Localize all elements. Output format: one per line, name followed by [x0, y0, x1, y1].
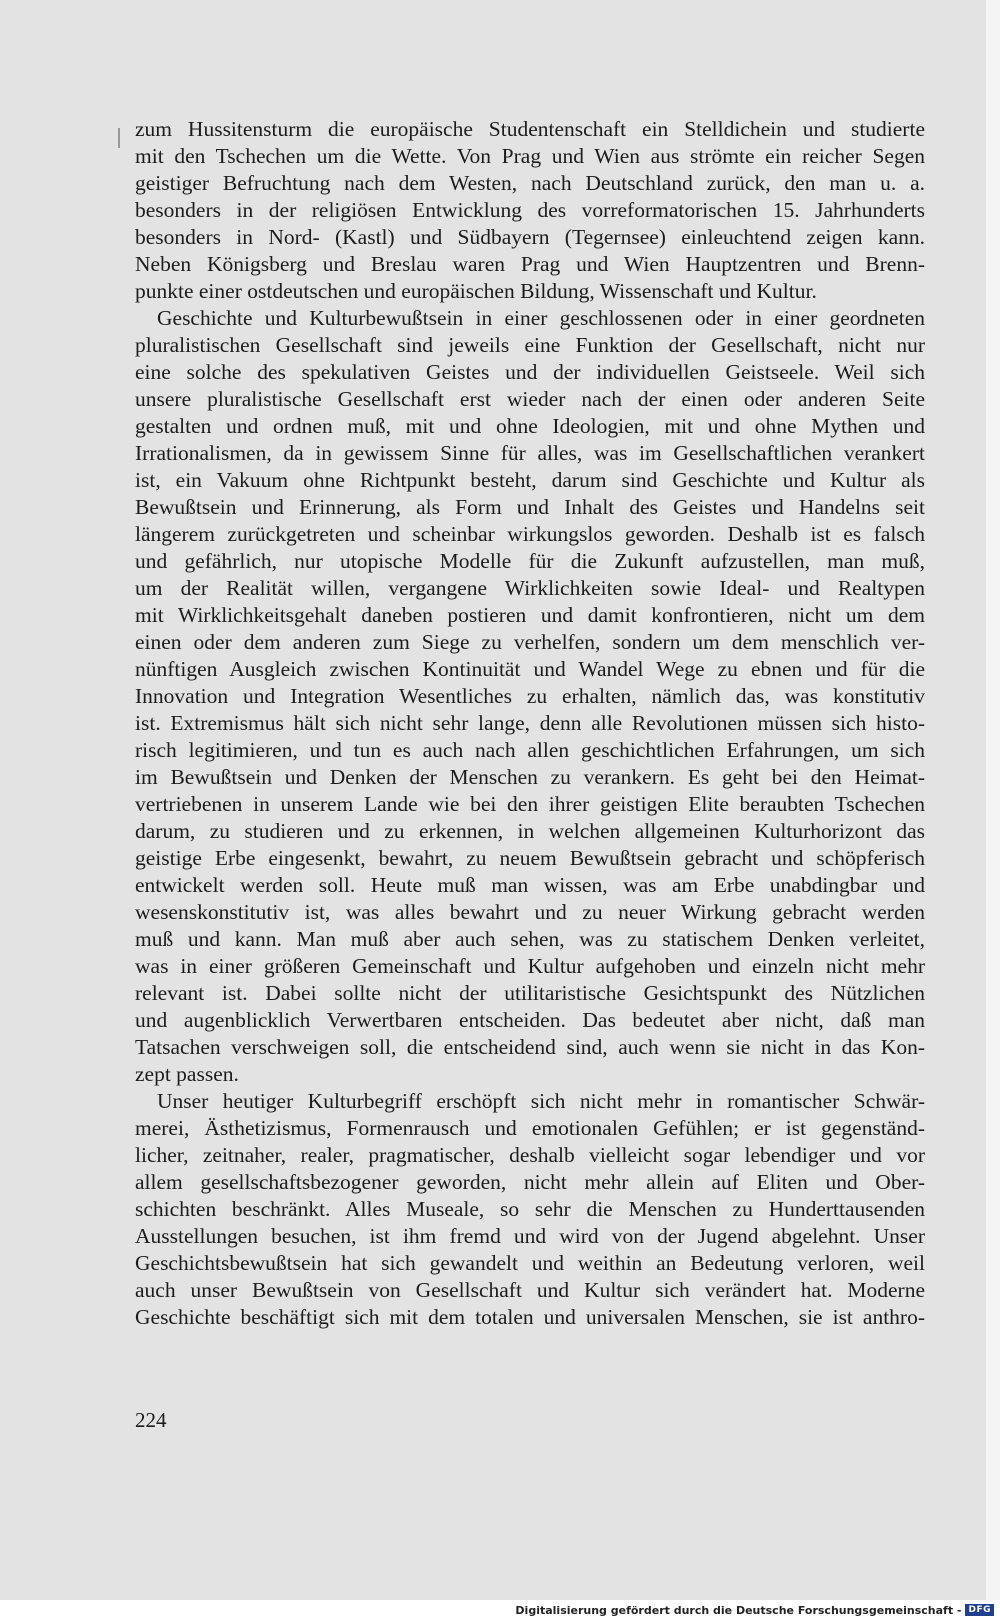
text-line: pluralistischen Gesellschaft sind jeweils eine Funktion der Gesellschaft, nicht nur	[135, 333, 925, 357]
text-line: einen oder dem anderen zum Siege zu verhelfen, sondern um dem menschlich ver-	[135, 630, 925, 654]
scan-edge	[986, 0, 1000, 1600]
text-line: ist, ein Vakuum ohne Richtpunkt besteht, darum sind Geschichte und Kultur als	[135, 468, 925, 492]
text-line: zum Hussitensturm die europäische Studentenschaft ein Stelldichein und studierte	[135, 117, 925, 141]
margin-mark	[118, 128, 120, 148]
text-line: nünftigen Ausgleich zwischen Kontinuität und Wandel Wege zu ebnen und für die	[135, 657, 925, 681]
text-line: gestalten und ordnen muß, mit und ohne Ideologien, mit und ohne Mythen und	[135, 414, 925, 438]
text-line: schichten beschränkt. Alles Museale, so sehr die Menschen zu Hunderttausenden	[135, 1197, 925, 1221]
text-line: mit Wirklichkeitsgehalt daneben postieren und damit konfrontieren, nicht um dem	[135, 603, 925, 627]
text-line: wesenskonstitutiv ist, was alles bewahrt und zu neuer Wirkung gebracht werden	[135, 900, 925, 924]
text-line: punkte einer ostdeutschen und europäischen Bildung, Wissenschaft und Kultur.	[135, 279, 817, 303]
page-number: 224	[135, 1408, 167, 1432]
text-line: entwickelt werden soll. Heute muß man wissen, was am Erbe unabdingbar und	[135, 873, 925, 897]
text-line: besonders in der religiösen Entwicklung des vorreformatorischen 15. Jahrhunderts	[135, 198, 925, 222]
text-line: eine solche des spekulativen Geistes und der individuellen Geistseele. Weil sich	[135, 360, 925, 384]
text-line: geistiger Befruchtung nach dem Westen, nach Deutschland zurück, den man u. a.	[135, 171, 925, 195]
text-line: und gefährlich, nur utopische Modelle für die Zukunft aufzustellen, man muß,	[135, 549, 925, 573]
text-line: merei, Ästhetizismus, Formenrausch und emotionalen Gefühlen; er ist gegenständ-	[135, 1116, 925, 1140]
text-line: Innovation und Integration Wesentliches zu erhalten, nämlich das, was konstitutiv	[135, 684, 925, 708]
text-line: Neben Königsberg und Breslau waren Prag und Wien Hauptzentren und Brenn-	[135, 252, 925, 276]
text-line: muß und kann. Man muß aber auch sehen, was zu statischem Denken verleitet,	[135, 927, 925, 951]
text-line: allem gesellschaftsbezogener geworden, nicht mehr allein auf Eliten und Ober-	[135, 1170, 925, 1194]
footer-text: Digitalisierung gefördert durch die Deutsche Forschungsgemeinschaft -	[515, 1603, 962, 1617]
text-line: licher, zeitnaher, realer, pragmatischer, deshalb vielleicht sogar lebendiger und vor	[135, 1143, 925, 1167]
text-line: vertriebenen in unserem Lande wie bei den ihrer geistigen Elite beraubten Tschechen	[135, 792, 925, 816]
body-text	[135, 116, 925, 1331]
text-line: um der Realität willen, vergangene Wirklichkeiten sowie Ideal- und Realtypen	[135, 576, 925, 600]
text-line: geistige Erbe eingesenkt, bewahrt, zu neuem Bewußtsein gebracht und schöpferisch	[135, 846, 925, 870]
text-line: besonders in Nord- (Kastl) und Südbayern (Tegernsee) einleuchtend zeigen kann.	[135, 225, 925, 249]
text-line: und augenblicklich Verwertbaren entscheiden. Das bedeutet aber nicht, daß man	[135, 1008, 925, 1032]
text-line: ist. Extremismus hält sich nicht sehr lange, denn alle Revolutionen müssen sich histo-	[135, 711, 925, 735]
text-line: risch legitimieren, und tun es auch nach allen geschichtlichen Erfahrungen, um sich	[135, 738, 925, 762]
dfg-logo-icon: DFG	[965, 1604, 994, 1616]
text-line: auch unser Bewußtsein von Gesellschaft und Kultur sich verändert hat. Moderne	[135, 1278, 925, 1302]
text-line: Tatsachen verschweigen soll, die entscheidend sind, auch wenn sie nicht in das Kon-	[135, 1035, 925, 1059]
digitization-footer	[515, 1602, 994, 1618]
text-line: Geschichte und Kulturbewußtsein in einer geschlossenen oder in einer geordneten	[157, 306, 925, 330]
text-line: was in einer größeren Gemeinschaft und Kultur aufgehoben und einzeln nicht mehr	[135, 954, 925, 978]
text-line: Bewußtsein und Erinnerung, als Form und Inhalt des Geistes und Handelns seit	[135, 495, 925, 519]
text-line: Unser heutiger Kulturbegriff erschöpft sich nicht mehr in romantischer Schwär-	[157, 1089, 925, 1113]
text-line: Geschichtsbewußtsein hat sich gewandelt und weithin an Bedeutung verloren, weil	[135, 1251, 925, 1275]
text-line: darum, zu studieren und zu erkennen, in welchen allgemeinen Kulturhorizont das	[135, 819, 925, 843]
text-line: zept passen.	[135, 1062, 239, 1086]
text-line: Irrationalismen, da in gewissem Sinne für alles, was im Gesellschaftlichen verankert	[135, 441, 925, 465]
text-line: Ausstellungen besuchen, ist ihm fremd und wird von der Jugend abgelehnt. Unser	[135, 1224, 925, 1248]
text-line: unsere pluralistische Gesellschaft erst wieder nach der einen oder anderen Seite	[135, 387, 925, 411]
text-line: relevant ist. Dabei sollte nicht der utilitaristische Gesichtspunkt des Nützlichen	[135, 981, 925, 1005]
text-line: längerem zurückgetreten und scheinbar wirkungslos geworden. Deshalb ist es falsch	[135, 522, 925, 546]
text-line: mit den Tschechen um die Wette. Von Prag und Wien aus strömte ein reicher Segen	[135, 144, 925, 168]
text-line: Geschichte beschäftigt sich mit dem totalen und universalen Menschen, sie ist anthro-	[135, 1305, 925, 1329]
text-line: im Bewußtsein und Denken der Menschen zu verankern. Es geht bei den Heimat-	[135, 765, 925, 789]
